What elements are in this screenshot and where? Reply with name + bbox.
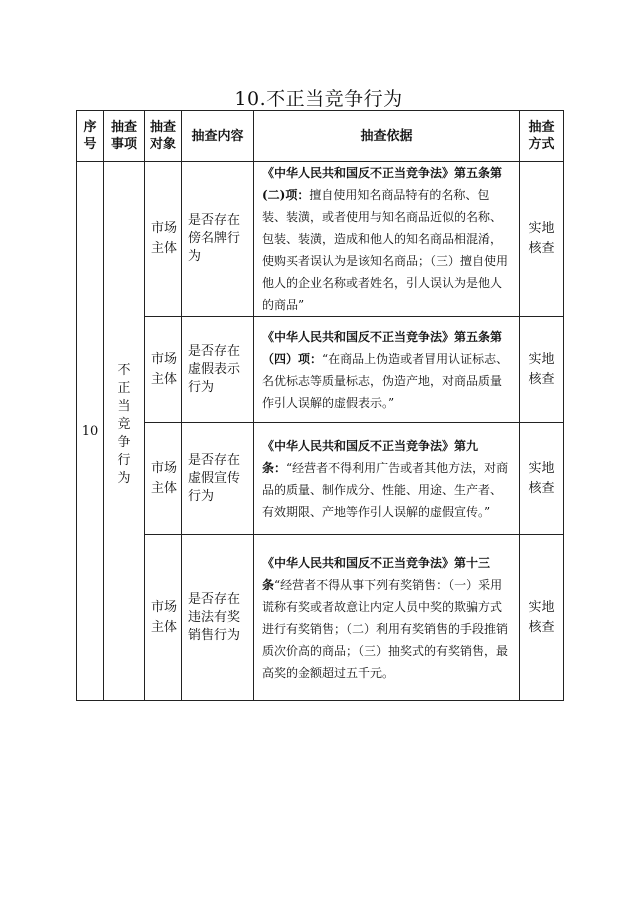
inspection-content: 是否存在虚假宣传行为 bbox=[182, 423, 254, 535]
inspection-item: 不正当竞争行为 bbox=[104, 162, 145, 701]
inspection-content: 是否存在违法有奖销售行为 bbox=[182, 535, 254, 701]
inspection-object: 市场主体 bbox=[145, 423, 182, 535]
inspection-basis: 《中华人民共和国反不正当竞争法》第十三条“经营者不得从事下列有奖销售：（一）采用谎称有奖或者故意让内定人员中奖的欺骗方式进行有奖销售；（二）利用有奖销售的手段推销质次价高的商品；（三）抽奖式的有奖销售，最高奖的金额超过五千元。 bbox=[254, 535, 520, 701]
header-row bbox=[77, 111, 564, 162]
inspection-object: 市场主体 bbox=[145, 317, 182, 423]
inspection-basis: 《中华人民共和国反不正当竞争法》第五条第（四）项：“在商品上伪造或者冒用认证标志、名优标志等质量标志，伪造产地，对商品质量作引人误解的虚假表示。” bbox=[254, 317, 520, 423]
inspection-object: 市场主体 bbox=[145, 535, 182, 701]
inspection-method: 实地核查 bbox=[520, 317, 564, 423]
table-row bbox=[77, 535, 564, 701]
table-row bbox=[77, 317, 564, 423]
inspection-content: 是否存在傍名牌行为 bbox=[182, 162, 254, 317]
header-basis: 抽查依据 bbox=[254, 111, 520, 162]
inspection-basis: 《中华人民共和国反不正当竞争法》第五条第(二)项：擅自使用知名商品特有的名称、包装、装潢，或者使用与知名商品近似的名称、包装、装潢，造成和他人的知名商品相混淆，使购买者误认为是该知名商品；（三）擅自使用他人的企业名称或者姓名，引人误认为是他人的商品” bbox=[254, 162, 520, 317]
inspection-method: 实地核查 bbox=[520, 162, 564, 317]
header-object: 抽查对象 bbox=[145, 111, 182, 162]
inspection-method: 实地核查 bbox=[520, 535, 564, 701]
row-number: 10 bbox=[77, 162, 104, 701]
inspection-object: 市场主体 bbox=[145, 162, 182, 317]
header-no: 序号 bbox=[77, 111, 104, 162]
header-item: 抽查事项 bbox=[104, 111, 145, 162]
page-title: 10.不正当竞争行为 bbox=[234, 88, 403, 110]
inspection-table bbox=[76, 110, 564, 701]
inspection-basis: 《中华人民共和国反不正当竞争法》第九条：“经营者不得利用广告或者其他方法，对商品的质量、制作成分、性能、用途、生产者、有效期限、产地等作引人误解的虚假宣传。” bbox=[254, 423, 520, 535]
table-row bbox=[77, 423, 564, 535]
header-method: 抽查方式 bbox=[520, 111, 564, 162]
inspection-method: 实地核查 bbox=[520, 423, 564, 535]
table-row bbox=[77, 162, 564, 317]
inspection-content: 是否存在虚假表示行为 bbox=[182, 317, 254, 423]
header-content: 抽查内容 bbox=[182, 111, 254, 162]
